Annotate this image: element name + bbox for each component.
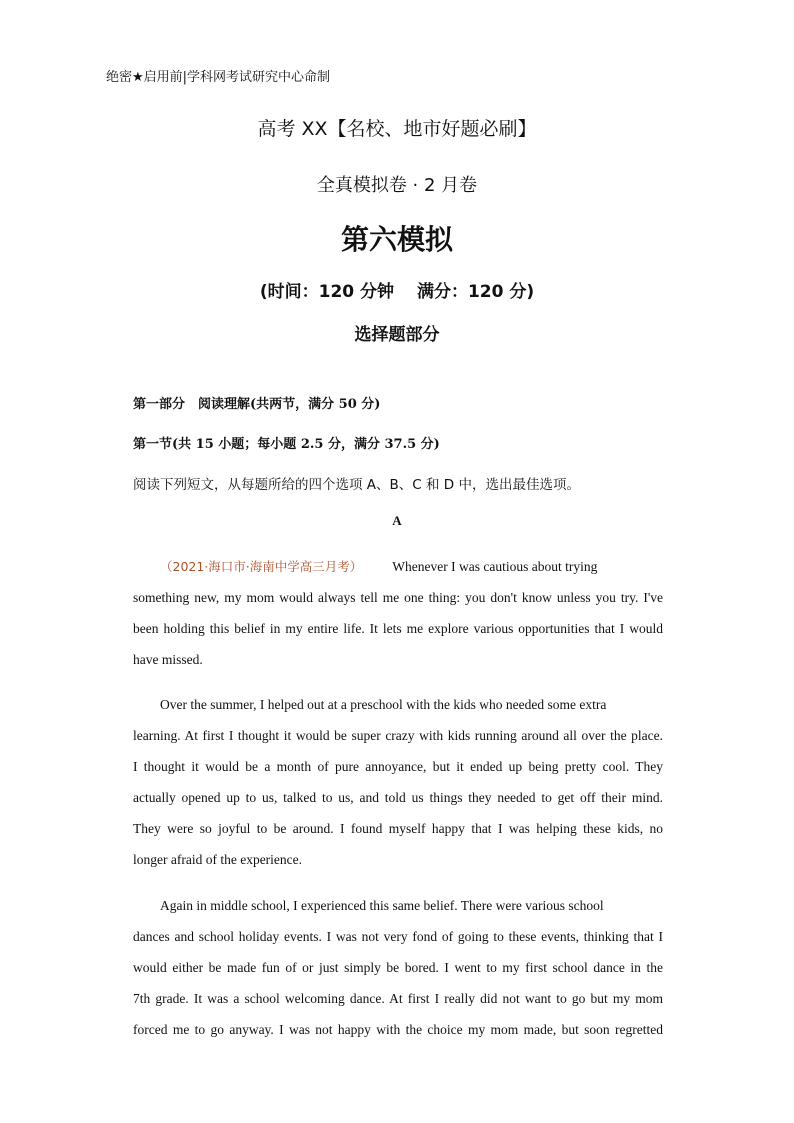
exam-subtitle: 全真模拟卷 · 2 月卷	[316, 175, 478, 196]
paragraph-line: dances and school holiday events. I was not very fond of going to these events, thinking that I	[133, 929, 663, 944]
paragraph-line: Again in middle school, I experienced this same belief. There were various school	[160, 898, 604, 913]
paragraph-line: They were so joyful to be around. I found myself happy that I was helping these kids, no	[133, 821, 663, 836]
paragraph-3	[133, 890, 663, 1045]
paragraph-line: actually opened up to us, talked to us, and told us things they needed to get off their mind.	[133, 790, 663, 805]
exam-main-title: 第六模拟	[340, 223, 453, 256]
part1-subheading: 第一节(共 15 小题；每小题 2.5 分，满分 37.5 分)	[133, 437, 440, 452]
paragraph-line: I thought it would be a month of pure annoyance, but it ended up being pretty cool. They	[133, 759, 663, 774]
paragraph-line: learning. At first I thought it would be super crazy with kids running around all over the place.	[133, 728, 663, 743]
source-citation: （2021·海口市·海南中学高三月考）	[160, 559, 363, 574]
paragraph-line: something new, my mom would always tell me one thing: you don't know unless you try. I've	[133, 590, 663, 605]
paragraph-line: Over the summer, I helped out at a preschool with the kids who needed some extra	[160, 697, 607, 712]
instruction-text: 阅读下列短文，从每题所给的四个选项 A、B、C 和 D 中，选出最佳选项。	[133, 477, 580, 493]
paragraph-line: have missed.	[133, 652, 203, 667]
paragraph-line: 7th grade. It was a school welcoming dance. At first I really did not want to go but my mom	[133, 991, 663, 1006]
paragraph-line: longer afraid of the experience.	[133, 852, 303, 867]
header-note: 绝密★启用前|学科网考试研究中心命制	[106, 70, 331, 85]
paragraph-line	[133, 551, 663, 582]
passage-label: A	[392, 513, 402, 528]
paragraph-line: would either be made fun of or just simply be bored. I went to my first school dance in the	[133, 960, 663, 975]
paragraph-2	[133, 689, 663, 875]
paragraph-1	[133, 551, 663, 675]
time-score-info: (时间：120 分钟 满分：120 分)	[259, 282, 535, 302]
paragraph-line: forced me to go anyway. I was not happy with the choice my mom made, but soon regretted	[133, 1022, 663, 1037]
section-heading: 选择题部分	[354, 325, 440, 345]
paragraph-line: been holding this belief in my entire life. It lets me explore various opportunities that I would	[133, 621, 663, 636]
exam-title: 高考 XX【名校、地市好题必刷】	[257, 118, 537, 140]
part1-heading: 第一部分 阅读理解(共两节，满分 50 分)	[133, 397, 381, 412]
paragraph-text: Whenever I was cautious about trying	[392, 559, 598, 574]
